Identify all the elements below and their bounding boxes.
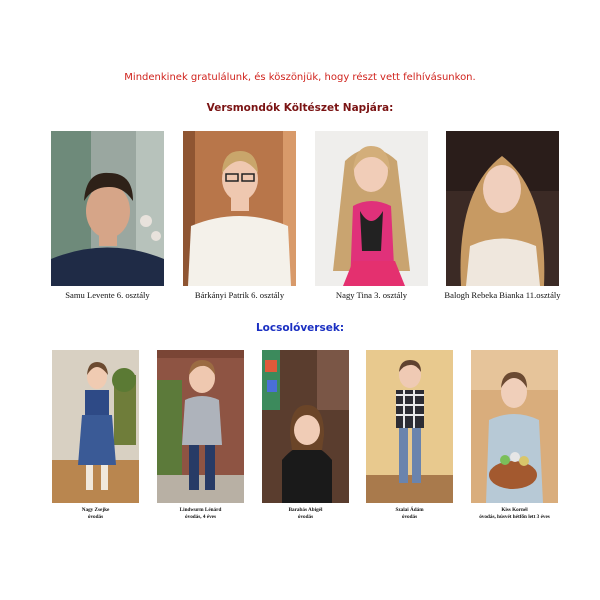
caption-reciter-3: Nagy Tina 3. osztály bbox=[335, 290, 408, 300]
caption-reciter-2: Bárkányi Patrik 6. osztály bbox=[194, 290, 285, 300]
photo-sprinkler-1 bbox=[52, 350, 139, 503]
photo-sprinkler-2 bbox=[157, 350, 244, 503]
photo-reciter-3 bbox=[315, 131, 428, 286]
section-title-sprinkling: Locsolóversek: bbox=[255, 322, 345, 334]
congrats-message: Mindenkinek gratulálunk, és köszönjük, hogy részt vett felhívásunkon. bbox=[124, 72, 476, 83]
caption-sprinkler-4 bbox=[349, 507, 470, 521]
photo-sprinkler-5 bbox=[471, 350, 558, 503]
caption-reciter-1: Samu Levente 6. osztály bbox=[65, 290, 150, 300]
photo-sprinkler-4 bbox=[366, 350, 453, 503]
caption-sprinkler-2 bbox=[140, 507, 261, 521]
sprinkler-detail: óvodás bbox=[297, 514, 314, 520]
caption-sprinkler-5 bbox=[454, 507, 575, 521]
sprinkler-detail: óvodás bbox=[87, 514, 104, 520]
sprinkler-name: Barabás Abigél bbox=[288, 507, 323, 513]
sprinkler-detail: óvodás, húsvét hétfőn lett 3 éves bbox=[479, 514, 550, 520]
sprinkler-name: Lindwurm Lénárd bbox=[179, 507, 222, 513]
sprinkler-name: Szalai Ádám bbox=[395, 507, 424, 513]
section-title-poetry: Versmondók Költészet Napjára: bbox=[206, 102, 394, 114]
caption-reciter-4: Balogh Rebeka Bianka 11.osztály bbox=[444, 290, 561, 300]
sprinkler-name: Kiss Kornél bbox=[501, 507, 528, 513]
photo-sprinkler-3 bbox=[262, 350, 349, 503]
caption-sprinkler-3 bbox=[245, 507, 366, 521]
photo-reciter-1 bbox=[51, 131, 164, 286]
sprinkler-name: Nagy Zsejke bbox=[81, 507, 110, 513]
sprinkler-detail: óvodás bbox=[401, 514, 418, 520]
caption-sprinkler-1 bbox=[35, 507, 156, 521]
photo-reciter-2 bbox=[183, 131, 296, 286]
photo-reciter-4 bbox=[446, 131, 559, 286]
sprinkler-detail: óvodás, 4 éves bbox=[185, 514, 216, 520]
